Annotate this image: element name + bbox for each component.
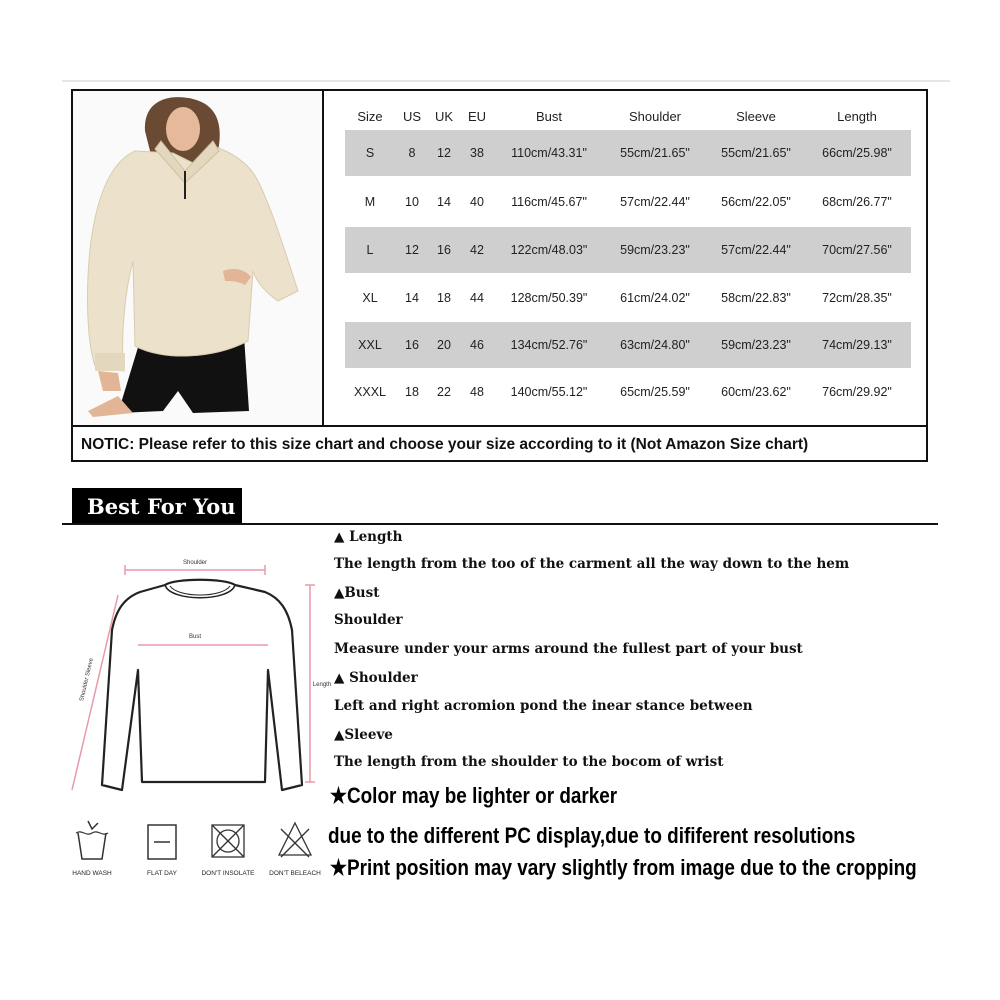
cell-eu: 42 bbox=[470, 243, 484, 257]
sleeve-heading: ▲Sleeve bbox=[334, 727, 393, 743]
shoulder-description: Left and right acromion pond the inear stance between bbox=[334, 698, 753, 714]
cell-uk: 20 bbox=[437, 338, 451, 352]
table-row bbox=[345, 275, 911, 321]
length-heading: ▲ Length bbox=[334, 529, 403, 545]
cell-size: M bbox=[364, 195, 376, 209]
model-photo bbox=[73, 91, 324, 425]
table-row bbox=[345, 227, 911, 273]
care-hand-wash bbox=[62, 815, 122, 885]
cell-eu: 40 bbox=[470, 195, 484, 209]
care-label: FLAT DAY bbox=[147, 870, 177, 877]
header-uk: UK bbox=[434, 109, 454, 124]
cell-uk: 22 bbox=[437, 385, 451, 399]
cell-us: 10 bbox=[405, 195, 419, 209]
cell-eu: 38 bbox=[470, 146, 484, 160]
header-length: Length bbox=[837, 109, 877, 124]
cell-bust: 128cm/50.39" bbox=[510, 291, 588, 305]
size-chart bbox=[71, 89, 928, 462]
cell-sleeve: 56cm/22.05" bbox=[721, 195, 791, 209]
print-position-note: ★Print position may vary slightly from image due to the cropping bbox=[330, 855, 917, 880]
cell-shoulder: 63cm/24.80" bbox=[620, 338, 690, 352]
cell-uk: 18 bbox=[437, 291, 451, 305]
flat-dry-icon bbox=[132, 815, 192, 867]
do-not-bleach-icon bbox=[265, 815, 325, 867]
header-shoulder: Shoulder bbox=[628, 109, 682, 124]
cell-us: 8 bbox=[408, 146, 416, 160]
cell-shoulder: 59cm/23.23" bbox=[620, 243, 690, 257]
cell-size: XXXL bbox=[354, 385, 386, 399]
bust-heading: ▲Bust bbox=[334, 585, 380, 601]
do-not-tumble-dry-icon bbox=[198, 815, 258, 867]
length-description: The length from the too of the carment all the way down to the hem bbox=[334, 556, 850, 572]
cell-sleeve: 58cm/22.83" bbox=[721, 291, 791, 305]
cell-uk: 12 bbox=[437, 146, 451, 160]
cell-size: XL bbox=[362, 291, 378, 305]
header-sleeve: Sleeve bbox=[736, 109, 776, 124]
measurement-diagram bbox=[60, 550, 350, 810]
bust-subheading: Shoulder bbox=[334, 612, 403, 628]
table-row bbox=[345, 130, 911, 176]
care-label: DON'T INSOLATE bbox=[201, 870, 255, 877]
cell-length: 70cm/27.56" bbox=[822, 243, 892, 257]
cell-bust: 122cm/48.03" bbox=[510, 243, 588, 257]
cell-us: 12 bbox=[405, 243, 419, 257]
cell-sleeve: 55cm/21.65" bbox=[721, 146, 791, 160]
cell-sleeve: 57cm/22.44" bbox=[721, 243, 791, 257]
cell-eu: 48 bbox=[470, 385, 484, 399]
table-row bbox=[345, 179, 911, 225]
care-label: HAND WASH bbox=[72, 870, 112, 877]
header-bust: Bust bbox=[535, 109, 563, 124]
cell-size: L bbox=[366, 243, 374, 257]
cell-sleeve: 60cm/23.62" bbox=[721, 385, 791, 399]
sleeve-description: The length from the shoulder to the bocom of wrist bbox=[334, 754, 724, 770]
hand-wash-icon bbox=[62, 815, 122, 867]
best-for-you-title: Best For You bbox=[72, 488, 242, 525]
resolution-note: due to the different PC display,due to dififerent resolutions bbox=[328, 823, 856, 848]
table-row bbox=[345, 322, 911, 368]
header-eu: EU bbox=[467, 109, 487, 124]
cell-size: S bbox=[365, 146, 375, 160]
cell-length: 68cm/26.77" bbox=[822, 195, 892, 209]
size-notice: NOTIC: Please refer to this size chart and choose your size according to it (Not Amazon Size chart) bbox=[73, 425, 926, 460]
section-divider bbox=[62, 523, 938, 525]
cell-length: 72cm/28.35" bbox=[822, 291, 892, 305]
cell-bust: 110cm/43.31" bbox=[511, 146, 587, 160]
table-row bbox=[345, 369, 911, 415]
care-dont-bleach bbox=[265, 815, 325, 885]
bust-description: Measure under your arms around the fullest part of your bust bbox=[334, 641, 803, 657]
cell-shoulder: 61cm/24.02" bbox=[620, 291, 690, 305]
cell-bust: 116cm/45.67" bbox=[511, 195, 587, 209]
cell-length: 66cm/25.98" bbox=[822, 146, 892, 160]
diagram-sleeve-label: Shoulder Sleeve bbox=[79, 657, 95, 702]
cell-shoulder: 57cm/22.44" bbox=[620, 195, 690, 209]
cell-us: 16 bbox=[405, 338, 419, 352]
cell-us: 18 bbox=[405, 385, 419, 399]
diagram-length-label: Length bbox=[312, 682, 332, 688]
top-divider bbox=[62, 80, 950, 82]
cell-us: 14 bbox=[405, 291, 419, 305]
cell-bust: 140cm/55.12" bbox=[510, 385, 588, 399]
cell-length: 74cm/29.13" bbox=[822, 338, 892, 352]
header-size: Size bbox=[357, 109, 383, 124]
diagram-shoulder-label: Shoulder bbox=[182, 560, 208, 566]
cell-bust: 134cm/52.76" bbox=[510, 338, 588, 352]
cell-sleeve: 59cm/23.23" bbox=[721, 338, 791, 352]
cell-shoulder: 55cm/21.65" bbox=[620, 146, 690, 160]
care-label: DON'T BELEACH bbox=[269, 870, 321, 877]
care-dont-insolate bbox=[198, 815, 258, 885]
cell-uk: 14 bbox=[437, 195, 451, 209]
cell-eu: 44 bbox=[470, 291, 484, 305]
color-note: ★Color may be lighter or darker bbox=[330, 783, 618, 808]
cell-length: 76cm/29.92" bbox=[822, 385, 892, 399]
cell-shoulder: 65cm/25.59" bbox=[620, 385, 690, 399]
cell-eu: 46 bbox=[470, 338, 484, 352]
cell-size: XXL bbox=[358, 338, 382, 352]
care-flat-dry bbox=[132, 815, 192, 885]
cell-uk: 16 bbox=[437, 243, 451, 257]
header-us: US bbox=[402, 109, 422, 124]
diagram-bust-label: Bust bbox=[188, 634, 202, 640]
shoulder-heading: ▲ Shoulder bbox=[334, 670, 418, 686]
